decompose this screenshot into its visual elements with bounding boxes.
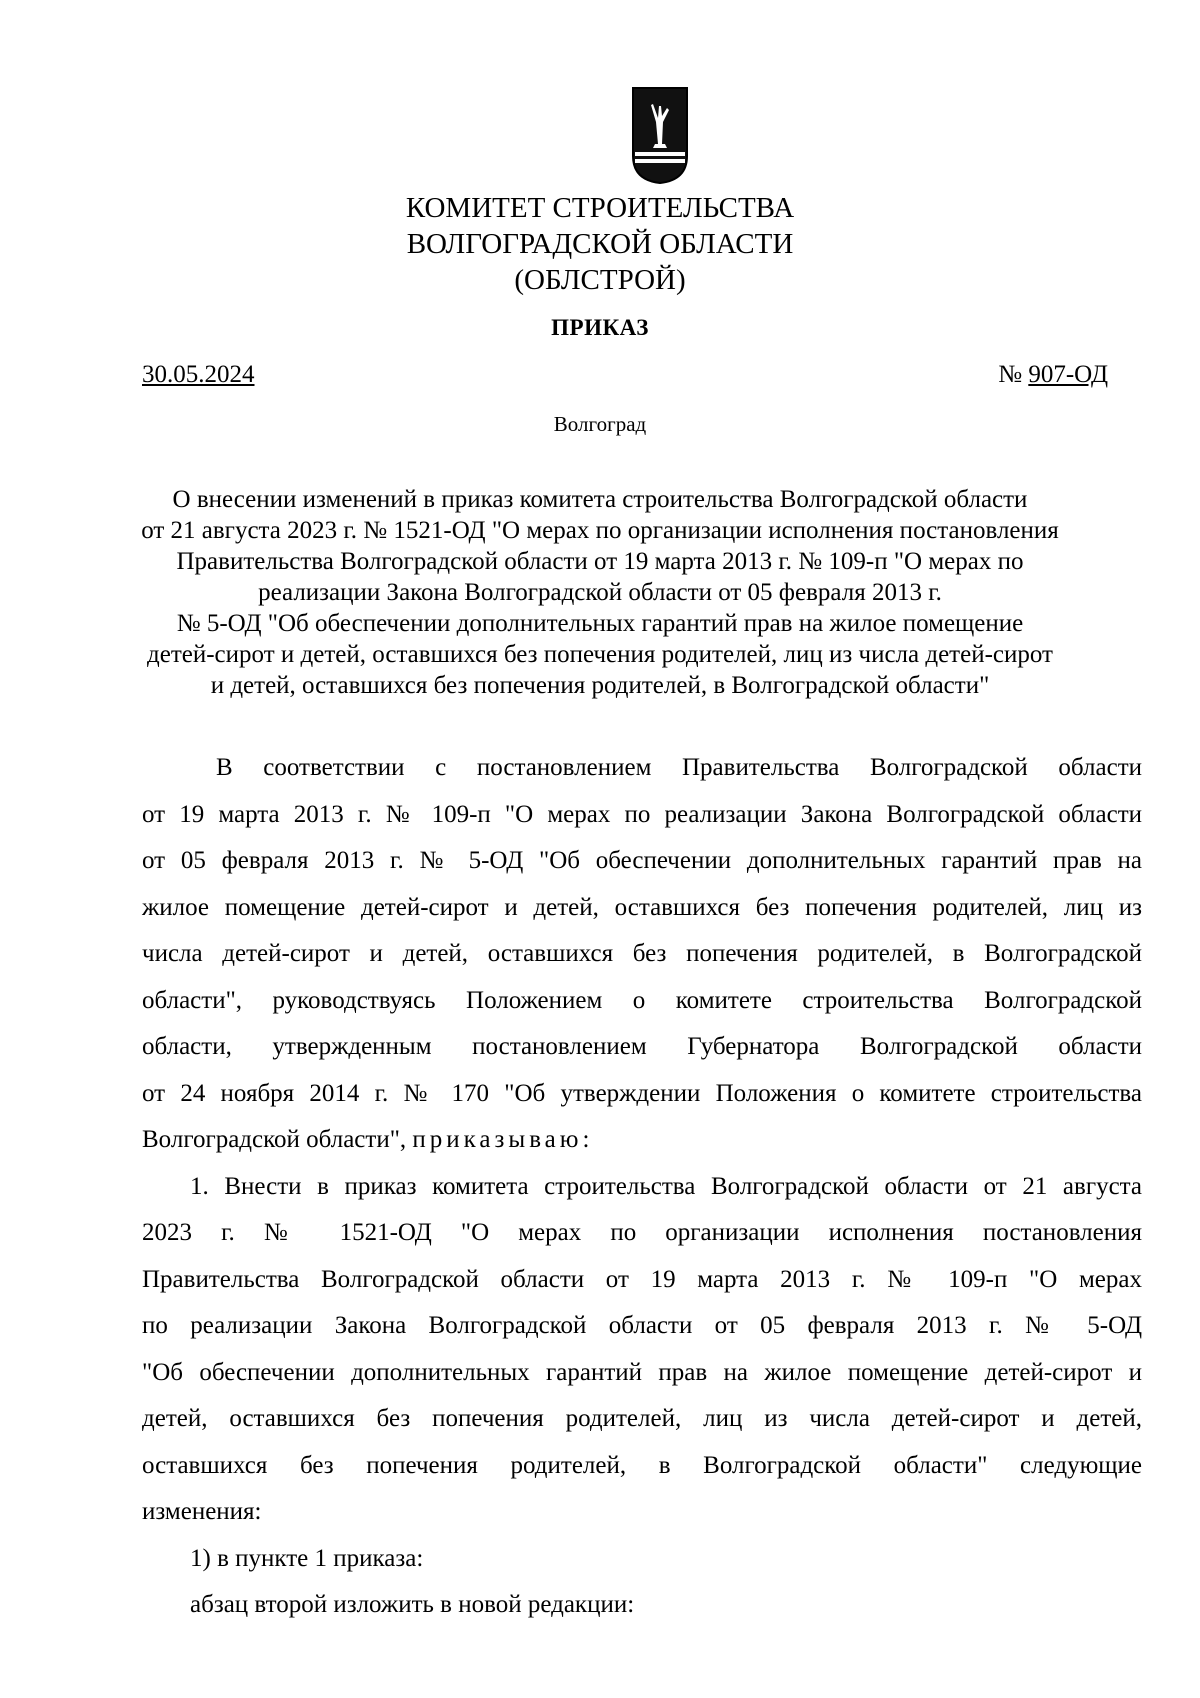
item1-line: оставшихся без попечения родителей, в Волгоградской области" следующие (142, 1451, 1142, 1479)
preamble-line: числа детей-сирот и детей, оставшихся без попечения родителей, в Волгоградской (142, 940, 1142, 967)
item1-line: по реализации Закона Волгоградской области от 05 февраля 2013 г. № 5-ОД (142, 1312, 1142, 1339)
preamble-line: области", руководствуясь Положением о комитете строительства Волгоградской (142, 986, 1142, 1014)
preamble-line: жилое помещение детей-сирот и детей, оставшихся без попечения родителей, лиц из (142, 893, 1142, 921)
preamble-line: В соответствии с постановлением Правительства Волгоградской области (216, 754, 1142, 781)
subject-line: № 5-ОД "Об обеспечении дополнительных гарантий прав на жилое помещение (176, 610, 1024, 637)
subject-line: детей-сирот и детей, оставшихся без попечения родителей, лиц из числа детей-сирот (147, 641, 1053, 668)
subject-line: О внесении изменений в приказ комитета строительства Волгоградской области (172, 486, 1028, 513)
item1-line: Правительства Волгоградской области от 19 марта 2013 г. № 109-п "О мерах (142, 1265, 1142, 1293)
order-date: 30.05.2024 (142, 361, 255, 388)
order-number-value: 907-ОД (1028, 361, 1108, 388)
order-number-prefix: № (998, 361, 1029, 388)
org-line-1: КОМИТЕТ СТРОИТЕЛЬСТВА (405, 192, 795, 224)
order-number (998, 361, 1108, 389)
organization-name (0, 190, 1200, 298)
item1-last-line: изменения: (142, 1498, 262, 1525)
document-body (142, 745, 1142, 1629)
subitem-1: 1) в пункте 1 приказа: (190, 1544, 424, 1572)
volgograd-coat-of-arms-icon (631, 86, 689, 184)
order-word: приказываю: (412, 1126, 594, 1153)
preamble-line: от 19 марта 2013 г. № 109-п "О мерах по реализации Закона Волгоградской области (142, 800, 1142, 828)
item1-line: 1. Внести в приказ комитета строительства Волгоградской области от 21 августа (190, 1172, 1142, 1200)
subitem-1-text: абзац второй изложить в новой редакции: (190, 1591, 635, 1618)
org-line-2: ВОЛГОГРАДСКОЙ ОБЛАСТИ (406, 228, 794, 260)
order-subject (0, 484, 1200, 701)
preamble-line: области, утвержденным постановлением Губернатора Волгоградской области (142, 1033, 1142, 1060)
preamble-last-text: Волгоградской области", (142, 1126, 413, 1153)
city-name: Волгоград (553, 412, 647, 436)
preamble-line: от 24 ноября 2014 г. № 170 "Об утверждении Положения о комитете строительства (142, 1079, 1142, 1107)
subject-line: Правительства Волгоградской области от 19 марта 2013 г. № 109-п "О мерах по (176, 548, 1024, 575)
subject-line: реализации Закона Волгоградской области от 05 февраля 2013 г. (258, 579, 942, 606)
subject-line: от 21 августа 2023 г. № 1521-ОД "О мерах по организации исполнения постановления (141, 517, 1059, 544)
preamble-line: от 05 февраля 2013 г. № 5-ОД "Об обеспечении дополнительных гарантий прав на (142, 847, 1142, 874)
subject-line: и детей, оставшихся без попечения родителей, в Волгоградской области" (210, 672, 990, 699)
document-type-title: ПРИКАЗ (551, 315, 649, 340)
item1-line: детей, оставшихся без попечения родителей, лиц из числа детей-сирот и детей, (142, 1405, 1142, 1432)
org-line-3: (ОБЛСТРОЙ) (514, 264, 686, 296)
item1-line: 2023 г. № 1521-ОД "О мерах по организации исполнения постановления (142, 1219, 1142, 1246)
preamble-last-line (142, 1117, 1142, 1164)
item1-line: "Об обеспечении дополнительных гарантий прав на жилое помещение детей-сирот и (142, 1358, 1142, 1386)
